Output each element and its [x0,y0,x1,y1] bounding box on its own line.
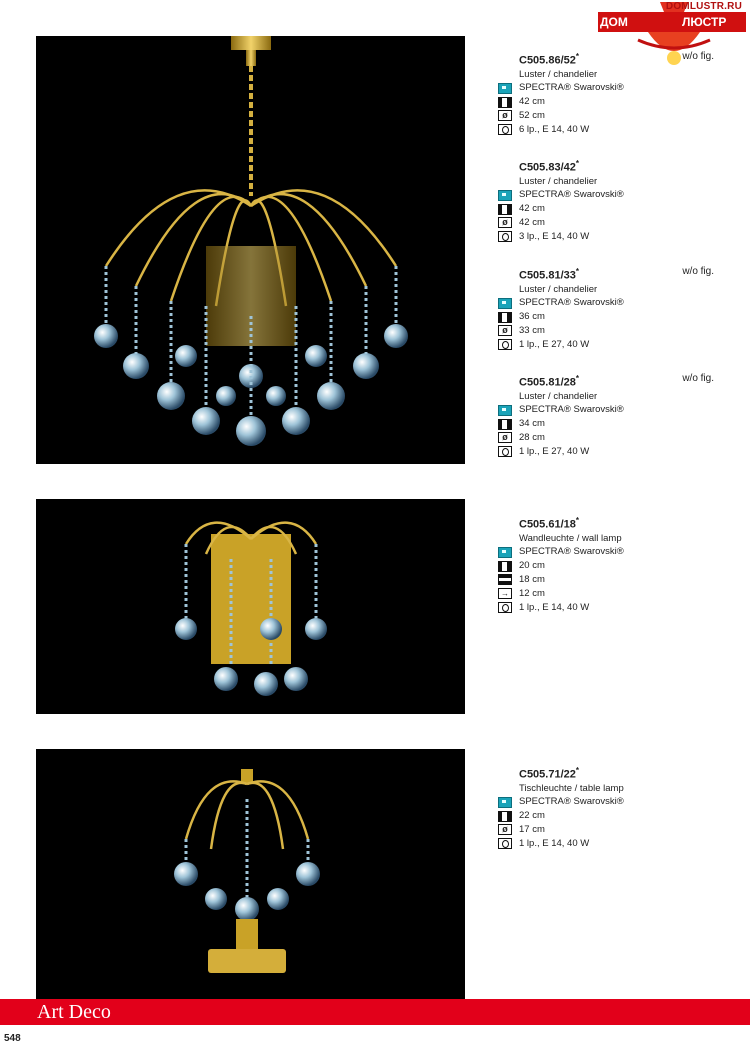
width-value: 18 cm [519,574,545,586]
crystal-type: SPECTRA® Swarovski® [519,189,624,201]
product-code: C505.71/22* [519,766,580,781]
bulb-icon [498,231,512,242]
product-code: C505.81/28* [519,374,580,389]
product-type: Tischleuchte / table lamp [519,782,624,794]
height-icon [498,811,512,822]
height-value: 42 cm [519,203,545,215]
chandelier-image-icon [36,36,465,464]
product-type: Wandleuchte / wall lamp [519,532,622,544]
logo-text-right: ЛЮСТР [682,15,727,29]
height-icon [498,204,512,215]
crystal-type: SPECTRA® Swarovski® [519,297,624,309]
height-value: 20 cm [519,560,545,572]
logo-url: DOMLUSTR.RU [665,1,742,12]
bulb-value: 1 lp., E 14, 40 W [519,837,590,849]
width-icon [498,574,512,585]
without-figure-note: w/o fig. [682,51,714,62]
section-title: Art Deco [37,1001,111,1023]
crystal-icon [498,797,512,808]
diameter-icon: ø [498,110,512,121]
spec-c505-61-18 [498,514,728,614]
diameter-value: 42 cm [519,217,545,229]
bulb-icon [498,339,512,350]
chandelier-photo [36,36,465,464]
wall-lamp-photo [36,499,465,714]
crystal-icon [498,405,512,416]
diameter-value: 28 cm [519,432,545,444]
crystal-type: SPECTRA® Swarovski® [519,796,624,808]
bulb-value: 3 lp., E 14, 40 W [519,230,590,242]
height-value: 42 cm [519,96,545,108]
without-figure-note: w/o fig. [682,373,714,384]
height-icon [498,312,512,323]
crystal-type: SPECTRA® Swarovski® [519,82,624,94]
product-type: Luster / chandelier [519,175,598,187]
product-code: C505.61/18* [519,516,580,531]
section-banner [0,999,750,1025]
product-type: Luster / chandelier [519,390,598,402]
bulb-value: 1 lp., E 14, 40 W [519,601,590,613]
spec-c505-81-33 [498,265,728,352]
height-value: 36 cm [519,311,545,323]
depth-icon: → [498,588,512,599]
diameter-icon: ø [498,325,512,336]
height-icon [498,419,512,430]
table-lamp-photo [36,749,465,999]
diameter-value: 33 cm [519,325,545,337]
product-code: C505.86/52* [519,52,580,67]
bulb-icon [498,124,512,135]
diameter-value: 17 cm [519,824,545,836]
bulb-value: 1 lp., E 27, 40 W [519,445,590,457]
diameter-icon: ø [498,432,512,443]
depth-value: 12 cm [519,587,545,599]
spec-c505-71-22 [498,764,728,851]
logo-text-left: ДОМ [600,15,628,29]
diameter-icon: ø [498,217,512,228]
height-icon [498,561,512,572]
height-icon [498,97,512,108]
without-figure-note: w/o fig. [682,266,714,277]
bulb-icon [498,602,512,613]
diameter-value: 52 cm [519,110,545,122]
product-code: C505.81/33* [519,267,580,282]
product-type: Luster / chandelier [519,283,598,295]
bulb-icon [498,838,512,849]
crystal-type: SPECTRA® Swarovski® [519,546,624,558]
page-number: 548 [4,1033,21,1044]
height-value: 34 cm [519,418,545,430]
table-lamp-image-icon [36,749,465,999]
crystal-icon [498,547,512,558]
spec-c505-81-28 [498,372,728,459]
product-code: C505.83/42* [519,159,580,174]
spec-c505-86-52 [498,50,728,137]
wall-lamp-image-icon [36,499,465,714]
crystal-icon [498,83,512,94]
crystal-type: SPECTRA® Swarovski® [519,404,624,416]
crystal-icon [498,298,512,309]
spec-c505-83-42 [498,157,728,244]
product-type: Luster / chandelier [519,68,598,80]
bulb-value: 1 lp., E 27, 40 W [519,338,590,350]
bulb-value: 6 lp., E 14, 40 W [519,123,590,135]
diameter-icon: ø [498,824,512,835]
bulb-icon [498,446,512,457]
height-value: 22 cm [519,810,545,822]
crystal-icon [498,190,512,201]
